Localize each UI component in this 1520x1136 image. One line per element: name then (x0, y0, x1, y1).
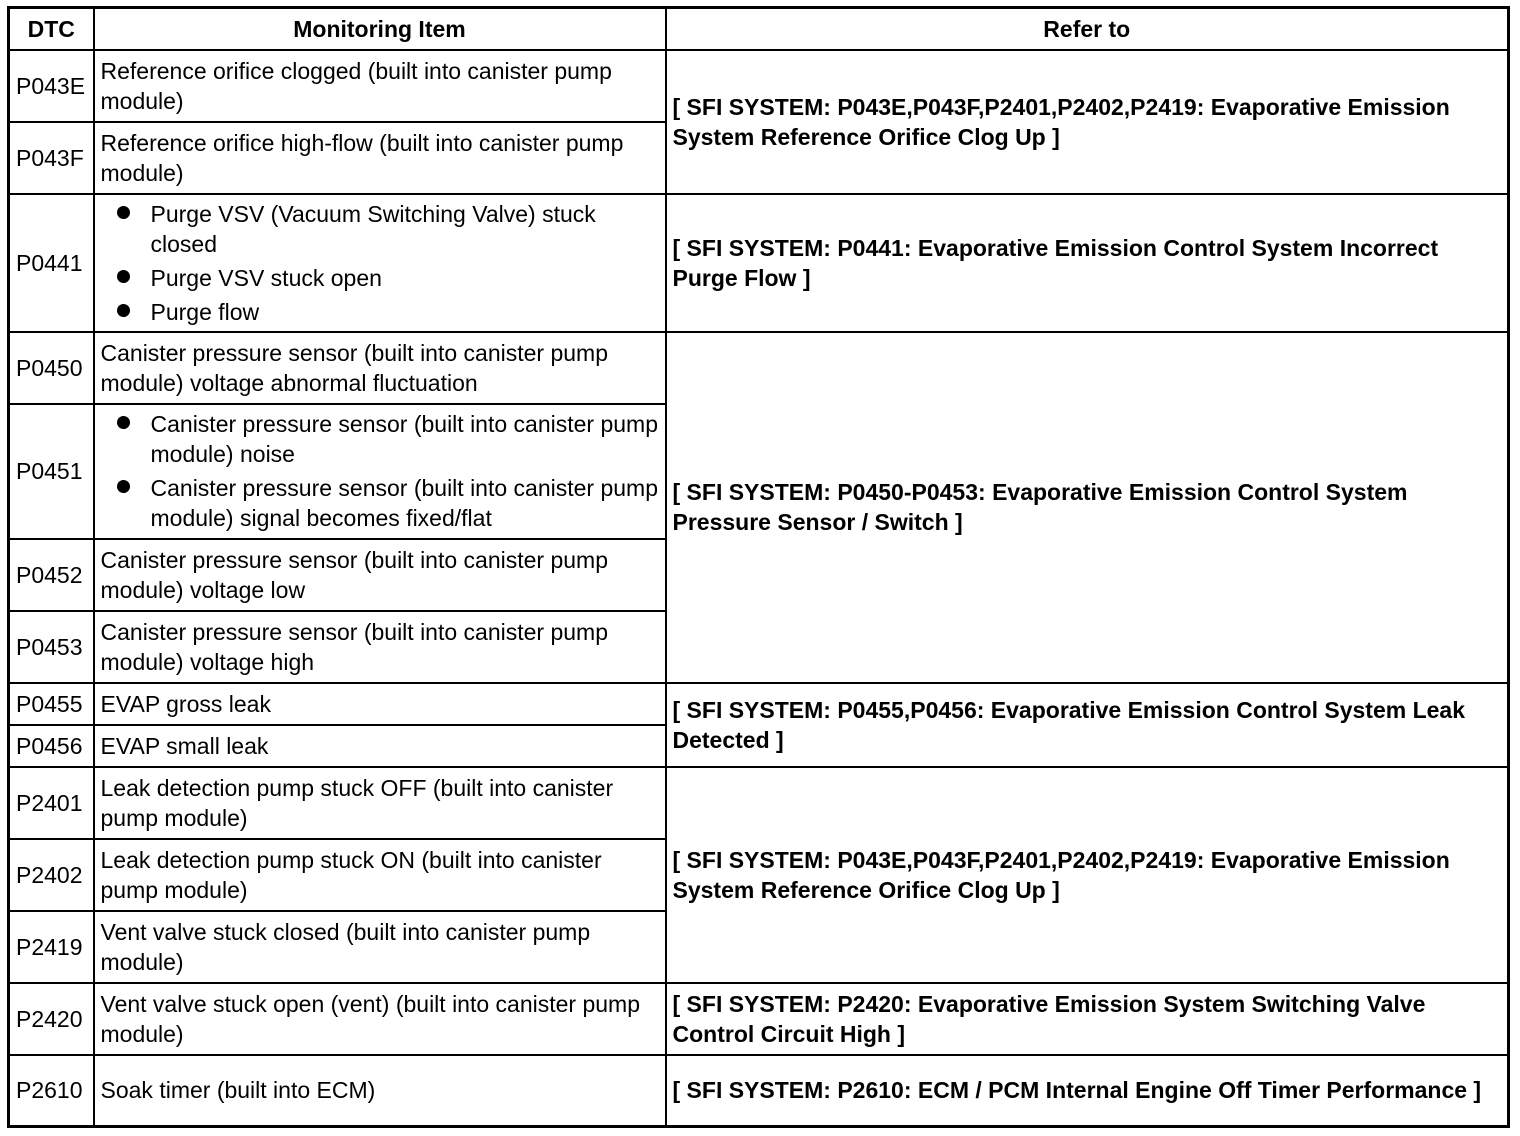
header-dtc: DTC (9, 8, 94, 50)
dtc-code: P2610 (9, 1055, 94, 1127)
monitoring-item: Vent valve stuck open (vent) (built into canister pump module) (94, 983, 666, 1055)
dtc-code: P043E (9, 50, 94, 122)
monitoring-item: Soak timer (built into ECM) (94, 1055, 666, 1127)
refer-to-link[interactable]: [ SFI SYSTEM: P2610: ECM / PCM Internal Engine Off Timer Performance ] (666, 1055, 1509, 1127)
header-monitoring-item: Monitoring Item (94, 8, 666, 50)
dtc-code: P2401 (9, 767, 94, 839)
monitoring-item (94, 194, 666, 332)
refer-to-link[interactable]: [ SFI SYSTEM: P2420: Evaporative Emission System Switching Valve Control Circuit High ] (666, 983, 1509, 1055)
header-refer-to: Refer to (666, 8, 1509, 50)
table-row (9, 332, 1509, 404)
monitoring-item: Reference orifice high-flow (built into canister pump module) (94, 122, 666, 194)
monitoring-item: Canister pressure sensor (built into canister pump module) voltage abnormal fluctuation (94, 332, 666, 404)
monitoring-item: Vent valve stuck closed (built into canister pump module) (94, 911, 666, 983)
bullet-item: Purge VSV (Vacuum Switching Valve) stuck closed (151, 197, 659, 261)
table-row (9, 50, 1509, 122)
refer-to-link[interactable]: [ SFI SYSTEM: P0455,P0456: Evaporative Emission Control System Leak Detected ] (666, 683, 1509, 767)
dtc-code: P0441 (9, 194, 94, 332)
dtc-table (7, 6, 1510, 1128)
bullet-item: Canister pressure sensor (built into canister pump module) noise (151, 407, 659, 471)
refer-to-link[interactable]: [ SFI SYSTEM: P043E,P043F,P2401,P2402,P2419: Evaporative Emission System Reference Orifice Clog Up ] (666, 50, 1509, 194)
table-row (9, 1055, 1509, 1127)
refer-to-link[interactable]: [ SFI SYSTEM: P043E,P043F,P2401,P2402,P2419: Evaporative Emission System Reference Orifice Clog Up ] (666, 767, 1509, 983)
dtc-code: P2419 (9, 911, 94, 983)
monitoring-item: Leak detection pump stuck OFF (built into canister pump module) (94, 767, 666, 839)
dtc-code: P0452 (9, 539, 94, 611)
dtc-code: P2402 (9, 839, 94, 911)
header-row (9, 8, 1509, 50)
bullet-item: Purge flow (151, 295, 659, 329)
table-row (9, 194, 1509, 332)
table-row (9, 683, 1509, 725)
dtc-code: P0456 (9, 725, 94, 767)
monitoring-item: EVAP gross leak (94, 683, 666, 725)
monitoring-item: Canister pressure sensor (built into canister pump module) voltage high (94, 611, 666, 683)
dtc-code: P0453 (9, 611, 94, 683)
dtc-code: P043F (9, 122, 94, 194)
bullet-item: Purge VSV stuck open (151, 261, 659, 295)
dtc-code: P0455 (9, 683, 94, 725)
table-row (9, 767, 1509, 839)
monitoring-item: EVAP small leak (94, 725, 666, 767)
table-row (9, 983, 1509, 1055)
bullet-list (101, 197, 659, 329)
bullet-list (101, 407, 659, 535)
dtc-code: P0450 (9, 332, 94, 404)
monitoring-item: Canister pressure sensor (built into canister pump module) voltage low (94, 539, 666, 611)
dtc-code: P0451 (9, 404, 94, 539)
monitoring-item: Leak detection pump stuck ON (built into canister pump module) (94, 839, 666, 911)
refer-to-link[interactable]: [ SFI SYSTEM: P0450-P0453: Evaporative Emission Control System Pressure Sensor / Switch ] (666, 332, 1509, 683)
refer-to-link[interactable]: [ SFI SYSTEM: P0441: Evaporative Emission Control System Incorrect Purge Flow ] (666, 194, 1509, 332)
monitoring-item (94, 404, 666, 539)
dtc-code: P2420 (9, 983, 94, 1055)
monitoring-item: Reference orifice clogged (built into canister pump module) (94, 50, 666, 122)
bullet-item: Canister pressure sensor (built into canister pump module) signal becomes fixed/flat (151, 471, 659, 535)
